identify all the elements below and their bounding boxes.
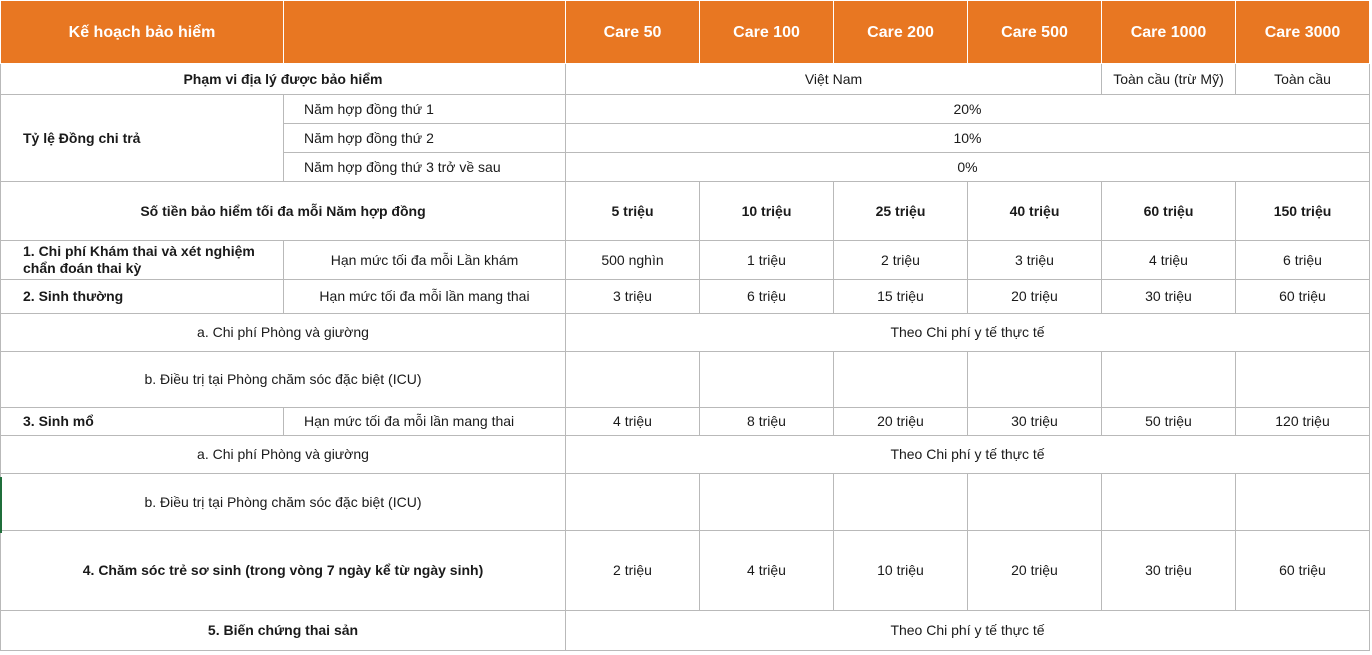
newborn-value: 60 triệu <box>1236 531 1370 611</box>
sheet-edge-marker <box>0 477 2 533</box>
max-sum-value: 5 triệu <box>566 182 700 241</box>
normal-birth-value: 30 triệu <box>1102 280 1236 314</box>
empty-cell <box>1102 352 1236 408</box>
newborn-label: 4. Chăm sóc trẻ sơ sinh (trong vòng 7 ngày kể từ ngày sinh) <box>1 531 566 611</box>
c-section-value: 8 triệu <box>700 408 834 436</box>
newborn-value: 30 triệu <box>1102 531 1236 611</box>
plan-header-label: Kế hoạch bảo hiểm <box>1 1 284 64</box>
empty-cell <box>566 352 700 408</box>
max-sum-label: Số tiền bảo hiểm tối đa mỗi Năm hợp đồng <box>1 182 566 241</box>
plan-header-care-100: Care 100 <box>700 1 834 64</box>
geo-global-ex-us: Toàn cầu (trừ Mỹ) <box>1102 64 1236 95</box>
geo-label: Phạm vi địa lý được bảo hiểm <box>1 64 566 95</box>
copay-year-3: Năm hợp đồng thứ 3 trở về sau <box>284 153 566 182</box>
prenatal-value: 1 triệu <box>700 241 834 280</box>
c-section-icu-row <box>1 474 1370 531</box>
c-section-value: 120 triệu <box>1236 408 1370 436</box>
max-sum-value: 25 triệu <box>834 182 968 241</box>
normal-birth-value: 60 triệu <box>1236 280 1370 314</box>
empty-cell <box>968 352 1102 408</box>
copay-year-2: Năm hợp đồng thứ 2 <box>284 124 566 153</box>
c-section-row <box>1 408 1370 436</box>
empty-cell <box>566 474 700 531</box>
copay-rate-3: 0% <box>566 153 1370 182</box>
copay-row-1 <box>1 95 1370 124</box>
normal-birth-value: 20 triệu <box>968 280 1102 314</box>
newborn-value: 2 triệu <box>566 531 700 611</box>
empty-cell <box>1236 474 1370 531</box>
newborn-value: 20 triệu <box>968 531 1102 611</box>
normal-birth-room-label: a. Chi phí Phòng và giường <box>1 314 566 352</box>
newborn-value: 10 triệu <box>834 531 968 611</box>
empty-cell <box>700 352 834 408</box>
prenatal-value: 6 triệu <box>1236 241 1370 280</box>
copay-label: Tỷ lệ Đồng chi trả <box>1 95 284 182</box>
header-row <box>1 1 1370 64</box>
normal-birth-room-row <box>1 314 1370 352</box>
c-section-room-row <box>1 436 1370 474</box>
plan-header-care-200: Care 200 <box>834 1 968 64</box>
c-section-room-value: Theo Chi phí y tế thực tế <box>566 436 1370 474</box>
empty-cell <box>834 474 968 531</box>
copay-rate-1: 20% <box>566 95 1370 124</box>
c-section-value: 20 triệu <box>834 408 968 436</box>
normal-birth-value: 15 triệu <box>834 280 968 314</box>
max-sum-value: 40 triệu <box>968 182 1102 241</box>
copay-rate-2: 10% <box>566 124 1370 153</box>
header-blank-cell <box>284 1 566 64</box>
empty-cell <box>968 474 1102 531</box>
normal-birth-row <box>1 280 1370 314</box>
normal-birth-icu-label: b. Điều trị tại Phòng chăm sóc đặc biệt (ICU) <box>1 352 566 408</box>
c-section-label: 3. Sinh mổ <box>1 408 284 436</box>
geo-vietnam: Việt Nam <box>566 64 1102 95</box>
prenatal-value: 500 nghìn <box>566 241 700 280</box>
plan-header-care-500: Care 500 <box>968 1 1102 64</box>
prenatal-value: 4 triệu <box>1102 241 1236 280</box>
plan-header-care-50: Care 50 <box>566 1 700 64</box>
normal-birth-room-value: Theo Chi phí y tế thực tế <box>566 314 1370 352</box>
normal-birth-label: 2. Sinh thường <box>1 280 284 314</box>
c-section-value: 4 triệu <box>566 408 700 436</box>
complications-row <box>1 611 1370 651</box>
c-section-value: 30 triệu <box>968 408 1102 436</box>
empty-cell <box>1102 474 1236 531</box>
max-sum-value: 10 triệu <box>700 182 834 241</box>
plan-header-care-1000: Care 1000 <box>1102 1 1236 64</box>
plan-header-care-3000: Care 3000 <box>1236 1 1370 64</box>
copay-year-1: Năm hợp đồng thứ 1 <box>284 95 566 124</box>
max-sum-value: 150 triệu <box>1236 182 1370 241</box>
empty-cell <box>700 474 834 531</box>
complications-value: Theo Chi phí y tế thực tế <box>566 611 1370 651</box>
complications-label: 5. Biến chứng thai sản <box>1 611 566 651</box>
normal-birth-icu-row <box>1 352 1370 408</box>
prenatal-limit: Hạn mức tối đa mỗi Lần khám <box>284 241 566 280</box>
prenatal-value: 3 triệu <box>968 241 1102 280</box>
normal-birth-value: 3 triệu <box>566 280 700 314</box>
geo-global: Toàn cầu <box>1236 64 1370 95</box>
empty-cell <box>834 352 968 408</box>
empty-cell <box>1236 352 1370 408</box>
prenatal-row <box>1 241 1370 280</box>
prenatal-value: 2 triệu <box>834 241 968 280</box>
prenatal-label: 1. Chi phí Khám thai và xét nghiệm chẩn đoán thai kỳ <box>1 241 284 280</box>
c-section-icu-label: b. Điều trị tại Phòng chăm sóc đặc biệt (ICU) <box>1 474 566 531</box>
geo-row <box>1 64 1370 95</box>
newborn-row <box>1 531 1370 611</box>
normal-birth-limit: Hạn mức tối đa mỗi lần mang thai <box>284 280 566 314</box>
c-section-room-label: a. Chi phí Phòng và giường <box>1 436 566 474</box>
max-sum-value: 60 triệu <box>1102 182 1236 241</box>
newborn-value: 4 triệu <box>700 531 834 611</box>
max-sum-row <box>1 182 1370 241</box>
normal-birth-value: 6 triệu <box>700 280 834 314</box>
c-section-limit: Hạn mức tối đa mỗi lần mang thai <box>284 408 566 436</box>
c-section-value: 50 triệu <box>1102 408 1236 436</box>
